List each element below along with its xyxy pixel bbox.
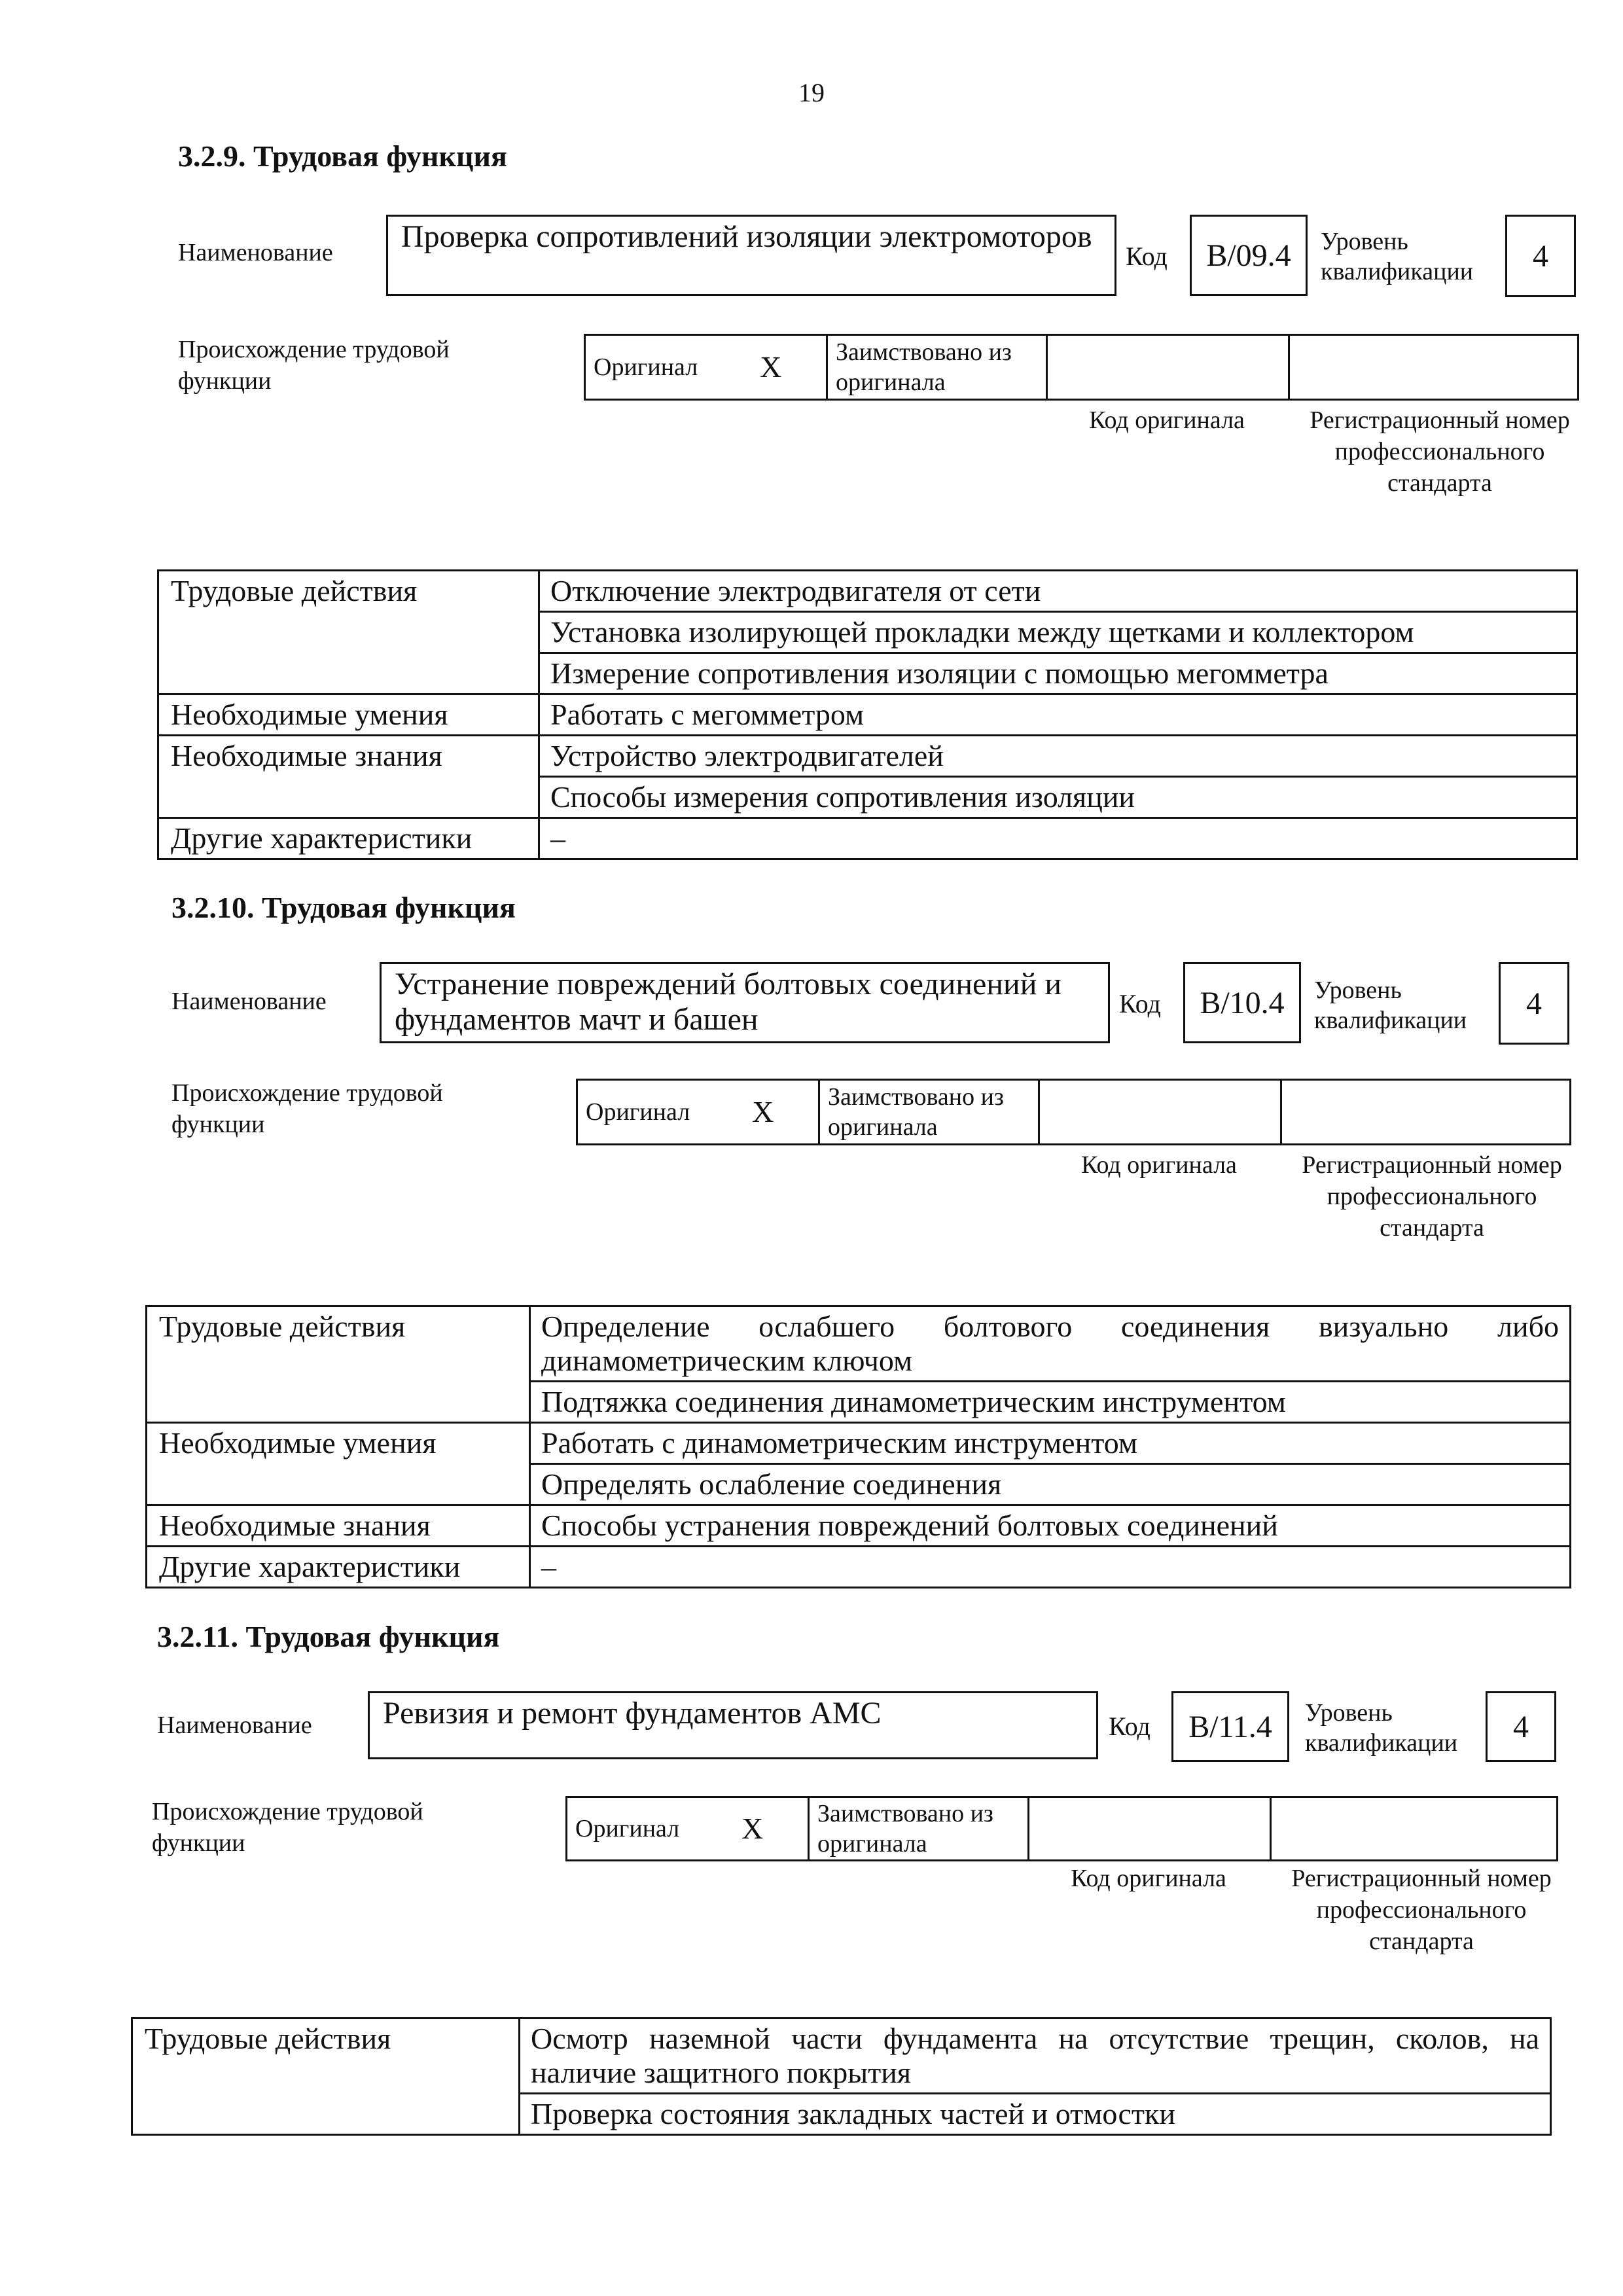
original-mark: X (708, 1080, 819, 1145)
row-item: Устройство электродвигателей (539, 736, 1577, 777)
reg-number-cell (1281, 1080, 1571, 1145)
table-row (158, 571, 1577, 612)
row-item: Определять ослабление соединения (530, 1464, 1571, 1505)
row-label: Другие характеристики (147, 1547, 530, 1588)
row-label: Необходимые знания (158, 736, 539, 818)
table-row (158, 736, 1577, 777)
row-item: Способы измерения сопротивления изоляции (539, 777, 1577, 818)
code-label: Код (1109, 1712, 1150, 1741)
qualification-level-box: 4 (1499, 962, 1569, 1045)
row-item: – (539, 818, 1577, 859)
reg-number-cell (1271, 1797, 1558, 1861)
reg-number-cell (1289, 335, 1578, 400)
section-heading-3-2-10: 3.2.10. Трудовая функция (171, 891, 516, 924)
table-row (147, 1505, 1571, 1547)
name-label: Наименование (171, 988, 327, 1015)
original-code-cell (1029, 1797, 1271, 1861)
name-label: Наименование (157, 1712, 312, 1739)
row-label: Трудовые действия (147, 1306, 530, 1423)
original-code-caption: Код оригинала (1081, 1151, 1237, 1179)
name-label: Наименование (178, 239, 333, 266)
row-item: – (530, 1547, 1571, 1588)
row-item: Установка изолирующей прокладки между щетками и коллектором (539, 612, 1577, 653)
qualification-level-box: 4 (1505, 215, 1576, 297)
borrowed-cell: Заимствовано из оригинала (827, 335, 1047, 400)
origin-table (576, 1079, 1571, 1145)
table-row (147, 1547, 1571, 1588)
page-number: 19 (798, 78, 825, 107)
row-item: Работать с мегомметром (539, 694, 1577, 736)
function-details-table-1 (157, 569, 1578, 860)
qualification-level-label: Уровень квалификации (1305, 1699, 1458, 1757)
function-details-table-2 (145, 1305, 1571, 1588)
function-details-table-3 (131, 2017, 1552, 2136)
section-heading-3-2-9: 3.2.9. Трудовая функция (178, 139, 507, 173)
original-mark: X (698, 1797, 809, 1861)
qualification-level-label: Уровень квалификации (1314, 977, 1467, 1034)
row-item: Определение ослабшего болтового соединения визуально либо динамометрическим ключом (530, 1306, 1571, 1382)
row-item: Подтяжка соединения динамометрическим инструментом (530, 1382, 1571, 1423)
borrowed-cell: Заимствовано из оригинала (819, 1080, 1039, 1145)
table-row (147, 1423, 1571, 1464)
original-code-cell (1039, 1080, 1281, 1145)
qualification-level-box: 4 (1486, 1691, 1556, 1762)
table-row (158, 818, 1577, 859)
origin-label: Происхождение трудовой функции (152, 1798, 423, 1857)
row-label: Необходимые знания (147, 1505, 530, 1547)
function-name-box: Проверка сопротивлений изоляции электромоторов (386, 215, 1116, 296)
reg-number-caption: Регистрационный номер профессионального стандарта (1302, 1151, 1562, 1242)
original-code-caption: Код оригинала (1071, 1865, 1226, 1892)
row-label: Трудовые действия (132, 2018, 520, 2135)
original-cell: Оригинал (567, 1797, 698, 1861)
original-code-cell (1047, 335, 1289, 400)
table-row (147, 1306, 1571, 1382)
origin-table (565, 1796, 1558, 1861)
qualification-level-label: Уровень квалификации (1321, 228, 1474, 285)
origin-label: Происхождение трудовой функции (178, 336, 450, 395)
original-mark: X (716, 335, 827, 400)
origin-table (584, 334, 1579, 401)
function-code-box: B/11.4 (1171, 1691, 1289, 1762)
row-label: Необходимые умения (158, 694, 539, 736)
row-label: Другие характеристики (158, 818, 539, 859)
reg-number-caption: Регистрационный номер профессионального стандарта (1291, 1865, 1552, 1955)
function-code-box: B/10.4 (1183, 962, 1301, 1043)
row-item: Осмотр наземной части фундамента на отсутствие трещин, сколов, на наличие защитного покрытия (520, 2018, 1551, 2094)
original-cell: Оригинал (577, 1080, 708, 1145)
row-label: Необходимые умения (147, 1423, 530, 1505)
original-code-caption: Код оригинала (1089, 406, 1245, 434)
function-code-box: B/09.4 (1190, 215, 1308, 296)
code-label: Код (1119, 989, 1161, 1018)
original-cell: Оригинал (585, 335, 716, 400)
code-label: Код (1126, 242, 1168, 271)
row-item: Способы устранения повреждений болтовых соединений (530, 1505, 1571, 1547)
origin-label: Происхождение трудовой функции (171, 1079, 443, 1138)
row-item: Работать с динамометрическим инструментом (530, 1423, 1571, 1464)
section-heading-3-2-11: 3.2.11. Трудовая функция (157, 1620, 500, 1653)
row-label: Трудовые действия (158, 571, 539, 694)
row-item: Отключение электродвигателя от сети (539, 571, 1577, 612)
function-name-box: Ревизия и ремонт фундаментов АМС (368, 1691, 1098, 1759)
table-row (158, 694, 1577, 736)
reg-number-caption: Регистрационный номер профессионального стандарта (1310, 406, 1570, 497)
function-name-box: Устранение повреждений болтовых соединений и фундаментов мачт и башен (380, 962, 1110, 1043)
borrowed-cell: Заимствовано из оригинала (809, 1797, 1029, 1861)
table-row (132, 2018, 1551, 2094)
row-item: Измерение сопротивления изоляции с помощью мегомметра (539, 653, 1577, 694)
row-item: Проверка состояния закладных частей и отмостки (520, 2094, 1551, 2135)
